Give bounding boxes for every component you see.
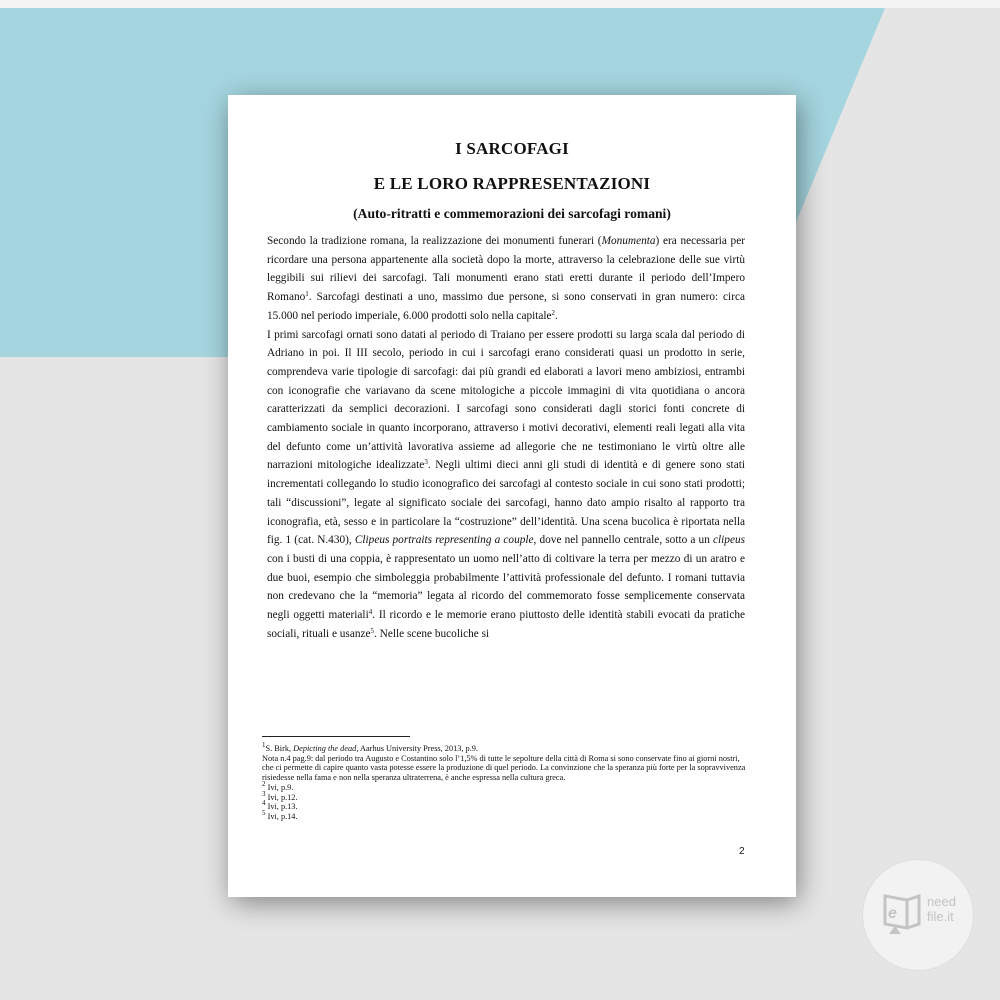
footnote-ref: 1 <box>305 290 309 299</box>
footnote-2 <box>262 779 748 793</box>
text-run: S. Birk, <box>265 744 294 753</box>
document-page <box>228 95 796 897</box>
footnote-1 <box>262 741 748 754</box>
watermark-line-2: file.it <box>927 909 954 924</box>
text-run: , Aarhus University Press, 2013, p.9. <box>356 744 478 753</box>
footnote-number: 5 <box>262 808 266 817</box>
text-run: ) era necessaria per ricordare una persona appartenente alla società dopo la morte, attraverso la celebrazione delle sue virtù leggibili sui rilievi dei sarcofagi. Tali monumenti erano stati eretti durante il periodo dell’Impero Romano <box>267 235 745 304</box>
footnote-ref: 4 <box>368 608 373 617</box>
text-run: Ivi, p.14. <box>265 811 298 821</box>
italic-term: Monumenta <box>601 235 656 247</box>
text-run: Ivi, p.13. <box>265 802 298 812</box>
background-top-strip <box>0 0 1000 8</box>
text-run: Ivi, p.12. <box>265 792 298 802</box>
document-title-line-1: I SARCOFAGI <box>455 139 569 158</box>
document-subtitle: (Auto-ritratti e commemorazioni dei sarcofagi romani) <box>353 206 671 221</box>
text-run: Ivi, p.9. <box>265 782 294 792</box>
text-run: Secondo la tradizione romana, la realizzazione dei monumenti funerari ( <box>267 235 602 247</box>
italic-term: clipeus <box>713 534 745 547</box>
italic-term: Depicting the dead <box>293 744 357 753</box>
text-run: I primi sarcofagi ornati sono datati al periodo di Traiano per essere prodotti su larga scala dal periodo di Adriano in poi. Il III secolo, periodo in cui i sarcofagi erano considerati quasi un prodotto in serie, comprendeva varie tipologie di sarcofagi: dai più grandi ed elaborati a lavori meno ambiziosi, entrambi con iconografie che variavano da scene mitologiche a piccole immagini di vita quotidiana o ancora caratterizzati da semplici decorazioni. I sarcofagi sono considerati dagli storici fonti concrete di cambiamento sociale in quanto incorporano, attraverso i motivi decorativi, elementi reali legati alla vita del defunto come un’attività lavorativa assieme ad allegorie che ne testimoniano le virtù oltre alle narrazioni mitologiche idealizzate <box>267 328 745 472</box>
text-run: . Sarcofagi destinati a uno, massimo due persone, si sono conservati in gran numero: circa 15.000 nel periodo imperiale, 6.000 prodotti solo nella capitale <box>267 291 745 322</box>
footnotes <box>262 741 748 822</box>
text-run: . Il ricordo e le memorie erano piuttosto delle identità stabili evocati da pratiche sociali, rituali e usanze <box>267 609 745 640</box>
svg-text:e: e <box>888 905 897 922</box>
watermark-line-1: need <box>927 894 956 909</box>
watermark-text <box>927 894 956 924</box>
footnote-5 <box>262 808 748 822</box>
document-title-line-2: E LE LORO RAPPRESENTAZIONI <box>373 174 651 193</box>
text-run: . Negli ultimi dieci anni gli studi di identità e di genere sono stati incrementati collegando lo studio iconografico dei sarcofagi al contesto sociale in cui sono stati prodotti; tali “discussioni”, legate al significato sociale dei sarcofagi, hanno dato ampio risalto al rapporto tra iconografia, età, sesso e in particolare la “costruzione” dell’identità. Una scena bucolica è riportata nella fig. 1 (cat. N.430), <box>267 459 745 547</box>
watermark-logo <box>863 860 973 970</box>
italic-term: Clipeus portraits representing a couple <box>354 534 534 547</box>
footnote-1-note: Nota n.4 pag.9: dal periodo tra Augusto e Costantino solo l’1,5% di tutte le sepolture della città di Roma si sono conservate fino ai giorni nostri, che ci permette di capire quanto vasta potesse essere la produzione di quel periodo. La convinzione che la speranza più forte per la sopravvivenza risiedesse nella fama e non nella speranza ultraterrena, è anche espressa nella cultura greca. <box>262 753 746 783</box>
footnote-number: 1 <box>262 741 266 749</box>
footnote-4 <box>262 799 748 812</box>
footnote-ref: 2 <box>551 308 556 317</box>
needfile-logo-icon <box>877 890 927 940</box>
text-run: . <box>555 309 558 322</box>
text-run: con i busti di una coppia, è rappresentato un uomo nell’atto di coltivare la terra per mezzo di un aratro e due buoi, esempio che simboleggia probabilmente l’attività professionale del defunto. I romani tuttavia non credevano che la “memoria” legata al ricordo del commemorato fosse semplicemente conservata negli oggetti materiali <box>267 552 745 622</box>
footnote-number: 3 <box>262 789 266 798</box>
text-run: , dove nel pannello centrale, sotto a un <box>533 534 713 547</box>
footnote-divider <box>262 736 410 737</box>
footnote-number: 2 <box>262 779 266 788</box>
paragraph-1 <box>267 232 745 326</box>
paragraph-2 <box>267 326 745 644</box>
document-body <box>267 232 745 643</box>
text-run: . Nelle scene bucoliche si <box>374 627 490 640</box>
footnote-ref: 5 <box>370 626 375 635</box>
footnote-3 <box>262 789 748 803</box>
page-number: 2 <box>739 846 745 857</box>
footnote-number: 4 <box>262 799 266 808</box>
footnote-ref: 3 <box>424 458 428 467</box>
